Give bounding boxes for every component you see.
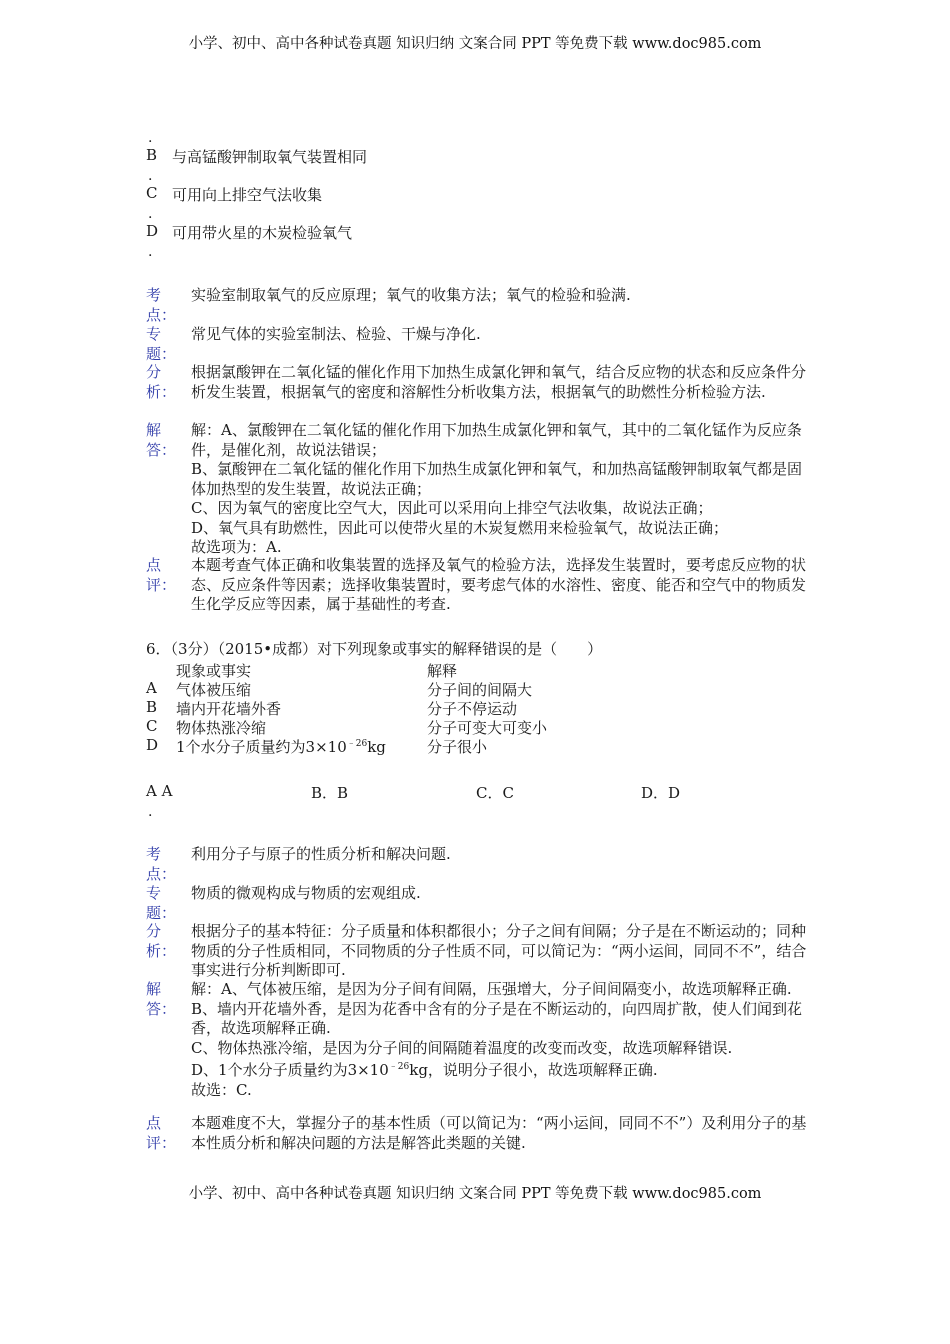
question-6-stem: 6．（3分）（2015•成都）对下列现象或事实的解释错误的是（ ） (146, 640, 603, 658)
option-dot: . (148, 130, 153, 146)
kaodian-label: 考点： (146, 286, 177, 324)
choice-b: B．B (311, 784, 349, 802)
option-b-text: 与高锰酸钾制取氧气装置相同 (172, 148, 368, 166)
kaodian-label: 考点： (146, 845, 177, 883)
table-row-letter: B (146, 698, 158, 716)
table-row-letter: A (146, 679, 157, 697)
fenxi-label: 分析： (146, 922, 177, 960)
page-header: 小学、初中、高中各种试卷真题 知识归纳 文案合同 PPT 等免费下载 www.doc985.com (188, 36, 762, 52)
phenomenon-text: 1个水分子质量约为3×10 (176, 738, 347, 756)
option-dot: . (148, 244, 153, 260)
jieda-line: 解：A、气体被压缩，是因为分子间有间隔，压强增大，分子间间隔变小，故选项解释正确. (191, 980, 792, 998)
fenxi-text: 根据氯酸钾在二氧化锰的催化作用下加热生成氯化钾和氧气，结合反应物的状态和反应条件分析发生装置，根据氧气的密度和溶解性分析收集方法，根据氧气的助燃性分析检验方法. (191, 363, 807, 401)
dianping-label: 点评： (146, 556, 177, 594)
dianping-label: 点评： (146, 1114, 177, 1152)
exponent: ﹣26 (346, 739, 368, 749)
option-dot: . (148, 168, 153, 184)
table-row-explanation: 分子间的间隔大 (427, 681, 533, 699)
jieda-label: 解答： (146, 421, 177, 459)
dianping-text: 本题难度不大，掌握分子的基本性质（可以简记为：“两小运间，同同不不”）及利用分子的基本性质分析和解决问题的方法是解答此类题的关键. (191, 1114, 807, 1152)
option-d-letter: D (146, 222, 159, 240)
option-dot: . (148, 804, 153, 820)
dianping-text: 本题考查气体正确和收集装置的选择及氧气的检验方法，选择发生装置时，要考虑反应物的状态、反应条件等因素；选择收集装置时，要考虑气体的水溶性、密度、能否和空气中的物质发生化学反应等因素，属于基础性的考查. (191, 556, 807, 613)
table-header-phenomenon: 现象或事实 (176, 662, 252, 680)
table-row-letter: D (146, 736, 159, 754)
page-footer: 小学、初中、高中各种试卷真题 知识归纳 文案合同 PPT 等免费下载 www.doc985.com (188, 1186, 762, 1202)
jieda-d-post: kg，说明分子很小，故选项解释正确. (409, 1061, 658, 1079)
option-b-letter: B (146, 146, 158, 164)
table-row-phenomenon: 墙内开花墙外香 (176, 700, 282, 718)
option-d-text: 可用带火星的木炭检验氧气 (172, 224, 353, 242)
zhuanti-label: 专题： (146, 884, 177, 922)
jieda-line: 故选项为：A. (191, 538, 282, 556)
jieda-line: 解：A、氯酸钾在二氧化锰的催化作用下加热生成氯化钾和氧气，其中的二氧化锰作为反应条件，是催化剂，故说法错误； (191, 421, 802, 459)
option-c-letter: C (146, 184, 158, 202)
jieda-line: B、氯酸钾在二氧化锰的催化作用下加热生成氯化钾和氧气，和加热高锰酸钾制取氧气都是固体加热型的发生装置，故说法正确； (191, 460, 803, 498)
table-row-explanation: 分子很小 (427, 738, 488, 756)
jieda-block (191, 421, 811, 558)
option-c-text: 可用向上排空气法收集 (172, 186, 323, 204)
unit: kg (367, 738, 386, 756)
jieda-line: 故选：C. (191, 1080, 252, 1099)
jieda-line: C、物体热涨冷缩，是因为分子间的间隔随着温度的改变而改变，故选项解释错误. (191, 1038, 733, 1057)
jieda-line: C、因为氧气的密度比空气大，因此可以采用向上排空气法收集，故说法正确； (191, 499, 713, 517)
jieda-block (191, 980, 811, 1100)
jieda-label: 解答： (146, 980, 177, 1018)
jieda-d-pre: D、1个水分子质量约为3×10 (191, 1061, 389, 1079)
jieda-line: D、氧气具有助燃性，因此可以使带火星的木炭复燃用来检验氧气，故说法正确； (191, 518, 729, 537)
table-row-explanation: 分子不停运动 (427, 700, 518, 718)
table-row-phenomenon: 气体被压缩 (176, 681, 252, 699)
fenxi-text: 根据分子的基本特征：分子质量和体积都很小；分子之间有间隔；分子是在不断运动的；同种物质的分子性质相同，不同物质的分子性质不同，可以简记为：“两小运间，同同不不”，结合事实进行分析判断即可. (191, 922, 807, 979)
option-dot: . (148, 206, 153, 222)
choice-a: A A (146, 782, 173, 800)
zhuanti-text: 物质的微观构成与物质的宏观组成. (191, 884, 421, 902)
table-header-explanation: 解释 (427, 662, 458, 680)
fenxi-label: 分析： (146, 363, 177, 401)
choice-d: D．D (641, 784, 681, 802)
zhuanti-label: 专题： (146, 325, 177, 363)
table-row-letter: C (146, 717, 158, 735)
choice-c: C．C (476, 784, 514, 802)
jieda-line: B、墙内开花墙外香，是因为花香中含有的分子是在不断运动的，向四周扩散，使人们闻到花香，故选项解释正确. (191, 999, 803, 1037)
table-row-explanation: 分子可变大可变小 (427, 719, 548, 737)
jieda-line (191, 1058, 811, 1081)
table-row-phenomenon: 物体热涨冷缩 (176, 719, 267, 737)
kaodian-text: 利用分子与原子的性质分析和解决问题. (191, 845, 451, 863)
exponent: ﹣26 (388, 1062, 410, 1072)
table-row-phenomenon (176, 736, 386, 757)
kaodian-text: 实验室制取氧气的反应原理；氧气的收集方法；氧气的检验和验满. (191, 286, 631, 304)
zhuanti-text: 常见气体的实验室制法、检验、干燥与净化. (191, 325, 481, 343)
